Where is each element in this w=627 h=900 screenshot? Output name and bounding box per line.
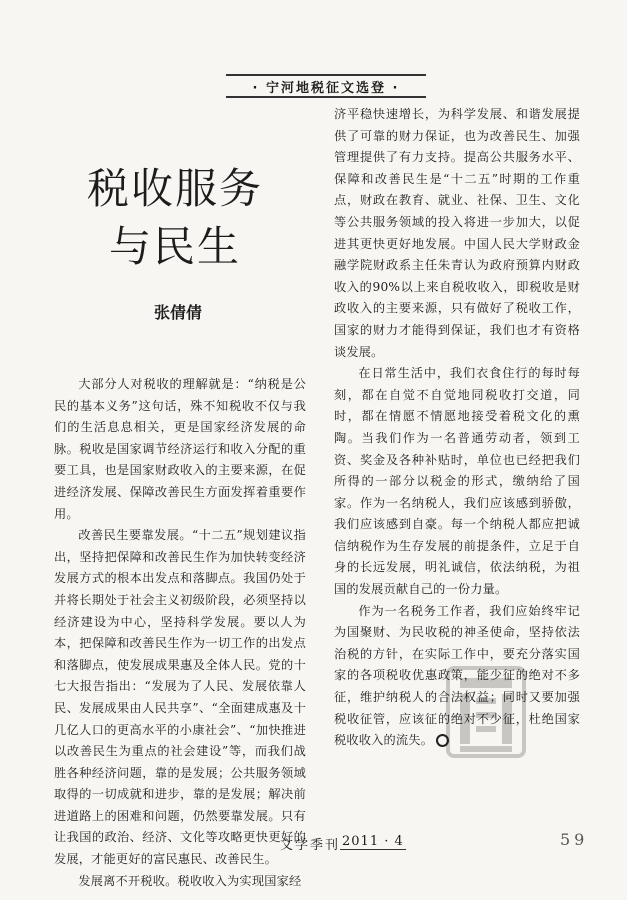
paragraph: 在日常生活中，我们衣食住行的每时每刻，都在自觉不自觉地同税收打交道，同时，都在情愿不情愿地接受着税文化的熏陶。当我们作为一名普通劳动者，领到工资、奖金及各种补贴时，单位也已经把我们所得的一部分以税金的形式，缴纳给了国家。作为一名纳税人，我们应该感到骄傲，我们应该感到自豪。每一个纳税人都应把诚信纳税作为生存发展的前提条件，立足于自身的长远发展，明礼诚信，依法纳税，为祖国的发展贡献自己的一份力量。	[334, 366, 580, 597]
paragraph-text: 作为一名税务工作者，我们应始终牢记为国聚财、为民收税的神圣使命，坚持依法治税的方针，在实际工作中，要充分落实国家的各项税收优惠政策，能少征的绝对不多征，维护纳税人的合法权益；同时又要加强税收征管，应该征的绝对不少征，杜绝国家税收收入的流失。	[334, 603, 580, 748]
article-title-line-1: 税收服务	[86, 164, 263, 213]
paragraph: 济平稳快速增长，为科学发展、和谐发展提供了可靠的财力保证，也为改善民生、加强管理提供了有力支持。提高公共服务水平、保障和改善民生是“十二五”时期的工作重点，财政在教育、就业、社保、卫生、文化等公共服务领域的投入将进一步加大，以促进其更快更好地发展。中国人民大学财政金融学院财政系主任朱青认为政府预算内财政收入的90%以上来自税收收入，即税收是财政收入的主要来源，只有做好了税收工作，国家的财力才能得到保证，我们也才有资格谈发展。	[334, 107, 580, 359]
left-text-column	[54, 374, 306, 892]
paragraph: 改善民生要靠发展。“十二五”规划建议指出，坚持把保障和改善民生作为加快转变经济发展方式的根本出发点和落脚点。我国仍处于并将长期处于社会主义初级阶段，必须坚持以经济建设为中心，坚持科学发展。要以人为本，把保障和改善民生作为一切工作的出发点和落脚点，使发展成果惠及全体人民。党的十七大报告指出：“发展为了人民、发展依靠人民、发展成果由人民共享”、“全面建成惠及十几亿人口的更高水平的小康社会”、“加快推进以改善民生为重点的社会建设”等，而我们战胜各种经济问题，靠的是发展；公共服务领域取得的一切成就和进步，靠的是发展；解决前进道路上的困难和问题，仍然要靠发展。只有让我国的政治、经济、文化等攻略更快更好的发展，才能更好的富民惠民、改善民生。	[54, 528, 306, 867]
journal-name: 文学季刊	[280, 838, 341, 853]
paragraph: 大部分人对税收的理解就是：“纳税是公民的基本义务”这句话，殊不知税收不仅与我们的生活息息相关，更是国家经济发展的命脉。税收是国家调节经济运行和收入分配的重要工具，也是国家财政收入的主要来源，在促进经济发展、保障改善民生方面发挥着重要作用。	[54, 377, 306, 521]
page-number: 59	[560, 830, 589, 849]
tax-emblem-watermark-icon	[444, 664, 528, 760]
right-text-column	[334, 104, 580, 752]
issue-number: 2011 · 4	[342, 834, 404, 849]
article-title-line-2: 与民生	[108, 222, 241, 271]
article-author: 张倩倩	[153, 303, 202, 322]
column-banner: · 宁河地税征文选登 ·	[226, 74, 426, 98]
article-title	[80, 160, 270, 276]
paragraph: 发展离不开税收。税收收入为实现国家经	[78, 873, 302, 888]
